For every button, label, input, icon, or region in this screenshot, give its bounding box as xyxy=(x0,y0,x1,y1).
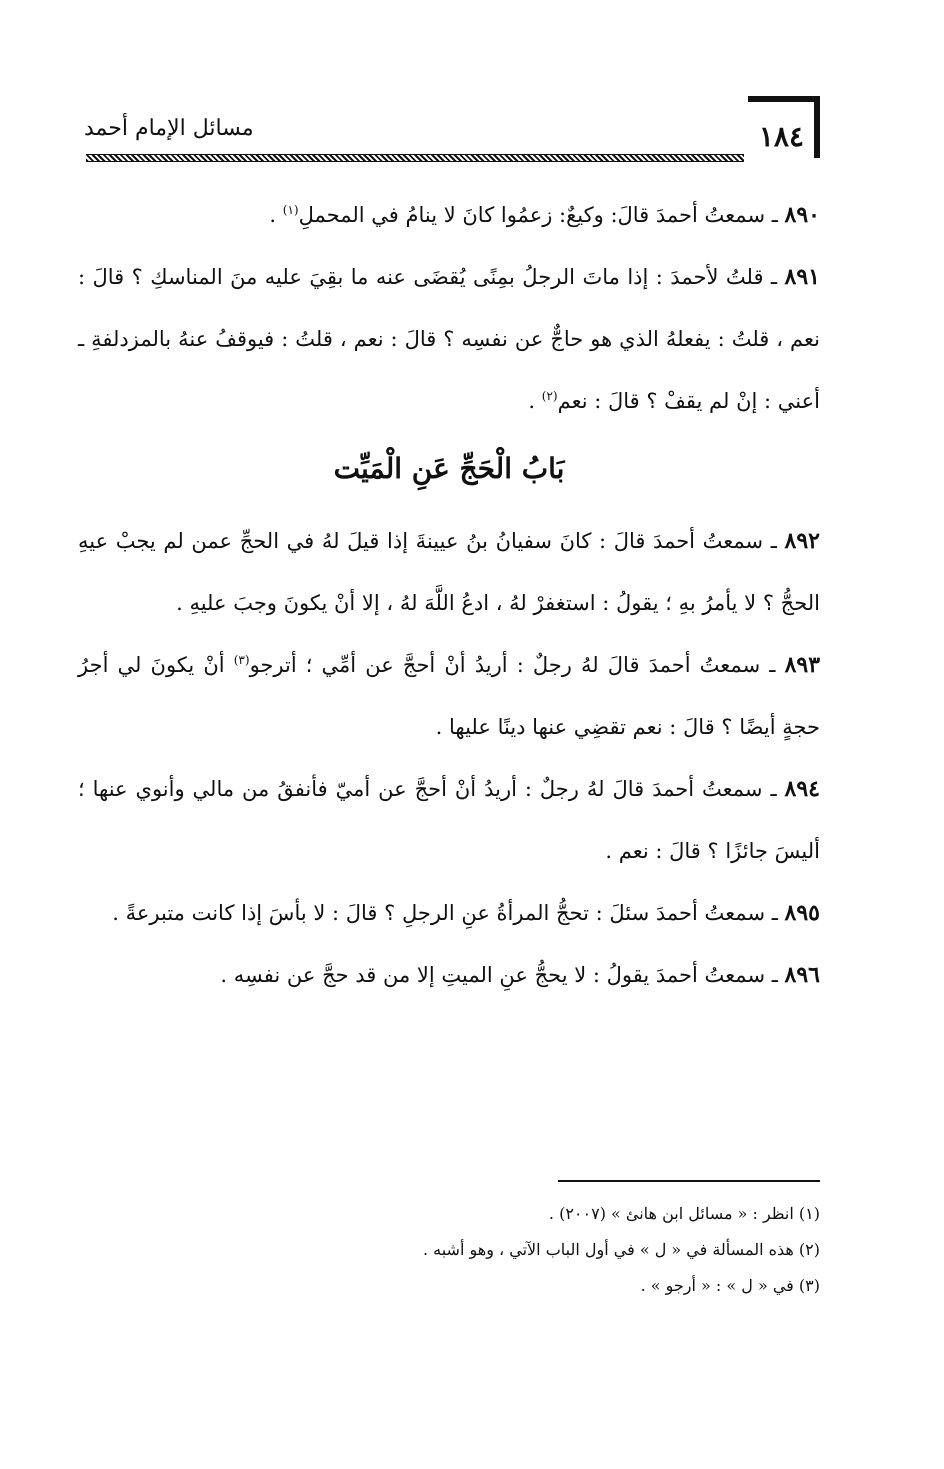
issue-number: ٨٩٦ xyxy=(784,962,820,988)
paragraph-890 xyxy=(78,184,820,246)
header-rule xyxy=(86,154,744,162)
paragraph-text: ـ سمعتُ أحمدَ قالَ لهُ رجلٌ : أريدُ أنْ أحجَّ عن أمِّي ؛ أترجو xyxy=(249,653,785,677)
issue-number: ٨٩٢ xyxy=(784,528,820,554)
page-number-box xyxy=(748,96,820,158)
paragraph-text: ـ سمعتُ أحمدَ سئلَ : تحجُّ المرأةُ عنِ الرجلِ ؟ قالَ : لا بأسَ إذا كانت متبرعةً . xyxy=(112,901,785,925)
footnote-marker: (١) xyxy=(282,203,299,217)
paragraph-891 xyxy=(78,246,820,432)
chapter-title: بَابُ الْحَجِّ عَنِ الْمَيِّت xyxy=(333,452,565,485)
issue-number: ٨٩٥ xyxy=(784,900,820,926)
footnotes xyxy=(78,1196,820,1304)
paragraph-893 xyxy=(78,634,820,758)
issue-number: ٨٩٤ xyxy=(784,776,820,802)
paragraph-text: ـ سمعتُ أحمدَ قالَ: وكيعٌ: زعمُوا كانَ لا ينامُ في المحملِ xyxy=(298,203,785,227)
footnote-marker: (٣) xyxy=(233,653,250,667)
book-page xyxy=(78,96,820,1356)
issue-number: ٨٩١ xyxy=(784,264,820,290)
paragraph-894 xyxy=(78,758,820,882)
paragraph-text: ـ سمعتُ أحمدَ يقولُ : لا يحجُّ عنِ الميتِ إلا من قد حجَّ عن نفسِه . xyxy=(220,963,785,987)
paragraph-text: ـ سمعتُ أحمدَ قالَ : كانَ سفيانُ بنُ عيينةَ إذا قيلَ لهُ في الحجِّ عمن لم يجبْ عيهِ الحجُّ ؟ لا يأمرُ بهِ ؛ يقولُ : استغفرْ لهُ ، ادعُ اللَّهَ لهُ ، إلا أنْ يكونَ وجبَ عليهِ . xyxy=(78,529,820,615)
page-header xyxy=(78,96,820,164)
running-title: مسائل الإمام أحمد xyxy=(84,116,254,141)
issue-number: ٨٩٣ xyxy=(784,652,821,678)
paragraph-text: ـ قلتُ لأحمدَ : إذا ماتَ الرجلُ بمِنًى يُقضَى عنه ما بقِيَ عليه منَ المناسكِ ؟ قالَ : نعم ، قلتُ : يفعلهُ الذي هو حاجٌّ عن نفسِه ؟ قالَ : نعم ، قلتُ : فيوقفُ عنهُ بالمزدلفةِ ـ أعني : إنْ لم يقفْ ؟ قالَ : نعم xyxy=(78,265,820,413)
footnote-marker: (٢) xyxy=(541,389,558,403)
footnote-1: (١) انظر : « مسائل ابن هانئ » (٢٠٠٧) . xyxy=(548,1204,820,1223)
paragraph-tail: . xyxy=(528,389,542,413)
page-number: ١٨٤ xyxy=(758,120,804,153)
footnote-separator xyxy=(558,1180,820,1182)
footnote-2: (٢) هذه المسألة في « ل » في أول الباب الآتي ، وهو أشبه . xyxy=(422,1240,820,1259)
paragraph-892 xyxy=(78,510,820,634)
issue-number: ٨٩٠ xyxy=(784,202,820,228)
paragraph-895 xyxy=(78,882,820,944)
paragraph-tail: أنْ يكونَ لي أجرُ حجةٍ أيضًا ؟ قالَ : نعم تقضِي عنها دينًا عليها . xyxy=(78,653,820,739)
paragraph-tail: . xyxy=(269,203,283,227)
main-text xyxy=(78,184,820,1006)
paragraph-text: ـ سمعتُ أحمدَ قالَ لهُ رجلٌ : أريدُ أنْ أحجَّ عن أميّ فأنفقُ من مالي وأنوي عنها ؛ أليسَ جائزًا ؟ قالَ : نعم . xyxy=(78,777,820,863)
paragraph-896 xyxy=(78,944,820,1006)
footnote-3: (٣) في « ل » : « أرجو » . xyxy=(640,1276,820,1295)
